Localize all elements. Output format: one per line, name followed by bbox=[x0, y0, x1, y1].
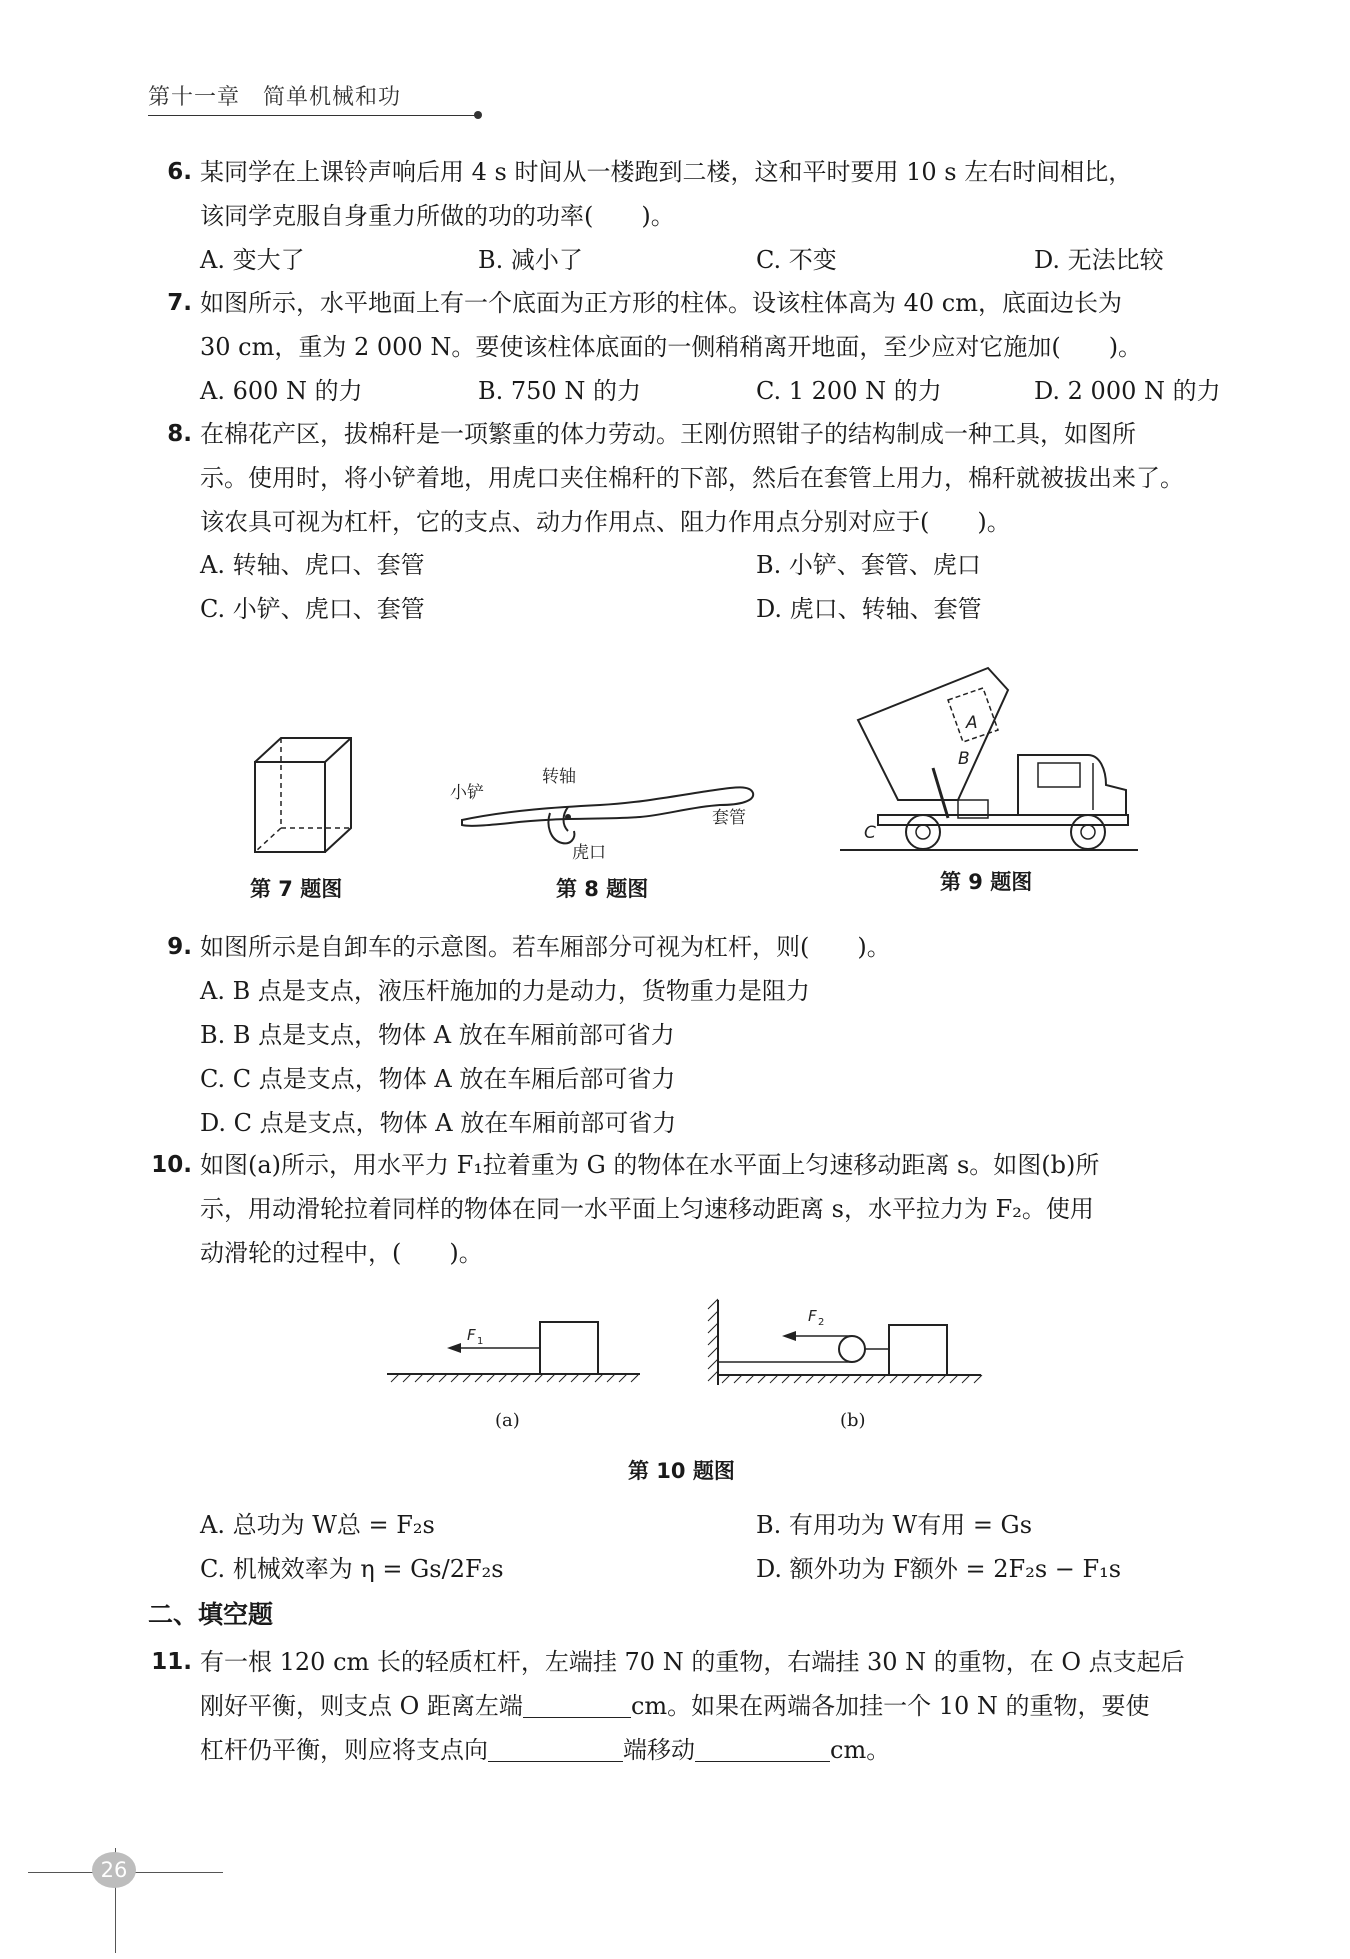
question-stem bbox=[200, 412, 1220, 544]
stem-line: 示。使用时，将小铲着地，用虎口夹住棉秆的下部，然后在套管上用力，棉秆就被拔出来了。 bbox=[200, 464, 1184, 492]
question-stem bbox=[200, 281, 1220, 369]
page-number: 26 bbox=[92, 1852, 136, 1888]
stem-line bbox=[200, 1728, 1220, 1772]
option-b: B. 减小了 bbox=[478, 246, 583, 274]
label-a: A bbox=[966, 713, 978, 733]
stem-line: 该同学克服自身重力所做的功的功率( )。 bbox=[200, 202, 675, 230]
stem-line: 在棉花产区，拔棉秆是一项繁重的体力劳动。王刚仿照钳子的结构制成一种工具，如图所 bbox=[200, 420, 1136, 448]
stem-line: 30 cm，重为 2 000 N。要使该柱体底面的一侧稍稍离开地面，至少应对它施加( )。 bbox=[200, 333, 1143, 361]
label-sleeve: 套管 bbox=[712, 808, 746, 828]
stem-fragment: 端移动 bbox=[623, 1736, 695, 1764]
question-number: 9. bbox=[167, 934, 192, 960]
option-a: A. 变大了 bbox=[200, 246, 305, 274]
figure-7-caption: 第 7 题图 bbox=[250, 877, 343, 901]
chapter-header: 第十一章 简单机械和功 bbox=[148, 85, 402, 110]
question-7 bbox=[148, 281, 1228, 371]
option-a: A. B 点是支点，液压杆施加的力是动力，货物重力是阻力 bbox=[200, 977, 810, 1005]
option-a: A. 600 N 的力 bbox=[200, 377, 363, 405]
option-d: D. C 点是支点，物体 A 放在车厢前部可省力 bbox=[200, 1109, 677, 1137]
option-d: D. 虎口、转轴、套管 bbox=[756, 595, 982, 623]
question-stem bbox=[200, 1143, 1220, 1275]
figure-10b-label: (b) bbox=[840, 1410, 866, 1431]
option-a: A. 总功为 W总 = F₂s bbox=[200, 1511, 435, 1539]
stem-fragment: cm。如果在两端各加挂一个 10 N 的重物，要使 bbox=[630, 1692, 1150, 1720]
figure-8-puller bbox=[450, 755, 760, 865]
stem-line: 如图所示，水平地面上有一个底面为正方形的柱体。设该柱体高为 40 cm，底面边长为 bbox=[200, 289, 1122, 317]
option-b: B. 小铲、套管、虎口 bbox=[756, 551, 981, 579]
label-shovel: 小铲 bbox=[450, 783, 484, 803]
header-rule bbox=[148, 115, 478, 116]
stem-line: 示，用动滑轮拉着同样的物体在同一水平面上匀速移动距离 s，水平拉力为 F₂。使用 bbox=[200, 1195, 1094, 1223]
stem-line bbox=[200, 1684, 1220, 1728]
figure-10a-label: (a) bbox=[495, 1410, 520, 1431]
figure-10-caption: 第 10 题图 bbox=[628, 1459, 735, 1483]
question-9 bbox=[148, 925, 1228, 970]
question-number: 11. bbox=[151, 1649, 192, 1675]
option-b: B. 有用功为 W有用 = Gs bbox=[756, 1511, 1033, 1539]
f1-subscript: 1 bbox=[477, 1336, 484, 1347]
option-c: C. 1 200 N 的力 bbox=[756, 377, 942, 405]
option-d: D. 2 000 N 的力 bbox=[1034, 377, 1221, 405]
question-number: 6. bbox=[167, 159, 192, 185]
question-number: 8. bbox=[167, 421, 192, 447]
option-d: D. 额外功为 F额外 = 2F₂s − F₁s bbox=[756, 1555, 1122, 1583]
figure-10b bbox=[706, 1295, 986, 1395]
stem-line: 如图所示是自卸车的示意图。若车厢部分可视为杠杆，则( )。 bbox=[200, 933, 891, 961]
stem-fragment: cm。 bbox=[830, 1736, 891, 1764]
label-jaw: 虎口 bbox=[572, 843, 606, 863]
stem-line: 某同学在上课铃声响后用 4 s 时间从一楼跑到二楼，这和平时要用 10 s 左右时间相比， bbox=[200, 158, 1133, 186]
label-c: C bbox=[864, 823, 876, 843]
f2-subscript: 2 bbox=[818, 1317, 825, 1328]
figure-9-dump-truck bbox=[838, 660, 1148, 860]
stem-fragment: 刚好平衡，则支点 O 距离左端 bbox=[200, 1692, 523, 1720]
question-stem bbox=[200, 1640, 1220, 1772]
stem-line: 有一根 120 cm 长的轻质杠杆，左端挂 70 N 的重物，右端挂 30 N 的重物，在 O 点支起后 bbox=[200, 1648, 1185, 1676]
question-number: 7. bbox=[167, 290, 192, 316]
header-dot bbox=[474, 111, 482, 119]
question-stem bbox=[200, 150, 1220, 238]
figure-9-caption: 第 9 题图 bbox=[940, 870, 1033, 894]
answer-blank-direction[interactable] bbox=[488, 1731, 623, 1762]
stem-fragment: 杠杆仍平衡，则应将支点向 bbox=[200, 1736, 488, 1764]
option-c: C. C 点是支点，物体 A 放在车厢后部可省力 bbox=[200, 1065, 676, 1093]
option-c: C. 机械效率为 η = Gs/2F₂s bbox=[200, 1555, 504, 1583]
option-c: C. 不变 bbox=[756, 246, 837, 274]
question-10 bbox=[148, 1143, 1228, 1278]
label-b: B bbox=[958, 749, 970, 769]
label-axis: 转轴 bbox=[542, 767, 576, 787]
answer-blank-distance[interactable] bbox=[523, 1687, 631, 1718]
option-d: D. 无法比较 bbox=[1034, 246, 1164, 274]
question-8 bbox=[148, 412, 1228, 547]
section-title: 二、填空题 bbox=[148, 1600, 274, 1629]
option-a: A. 转轴、虎口、套管 bbox=[200, 551, 425, 579]
stem-line: 动滑轮的过程中，( )。 bbox=[200, 1239, 483, 1267]
figure-8-caption: 第 8 题图 bbox=[556, 877, 649, 901]
question-11 bbox=[148, 1640, 1228, 1780]
figure-10a bbox=[385, 1310, 645, 1395]
option-c: C. 小铲、虎口、套管 bbox=[200, 595, 425, 623]
figure-7-prism bbox=[245, 730, 355, 860]
question-stem bbox=[200, 925, 1220, 969]
f2-label: F bbox=[808, 1307, 817, 1325]
option-b: B. 750 N 的力 bbox=[478, 377, 641, 405]
stem-line: 该农具可视为杠杆，它的支点、动力作用点、阻力作用点分别对应于( )。 bbox=[200, 508, 1011, 536]
answer-blank-shift[interactable] bbox=[695, 1731, 830, 1762]
option-b: B. B 点是支点，物体 A 放在车厢前部可省力 bbox=[200, 1021, 675, 1049]
f1-label: F bbox=[467, 1326, 476, 1344]
question-number: 10. bbox=[151, 1152, 192, 1178]
stem-line: 如图(a)所示，用水平力 F₁拉着重为 G 的物体在水平面上匀速移动距离 s。如图(b)所 bbox=[200, 1151, 1100, 1179]
